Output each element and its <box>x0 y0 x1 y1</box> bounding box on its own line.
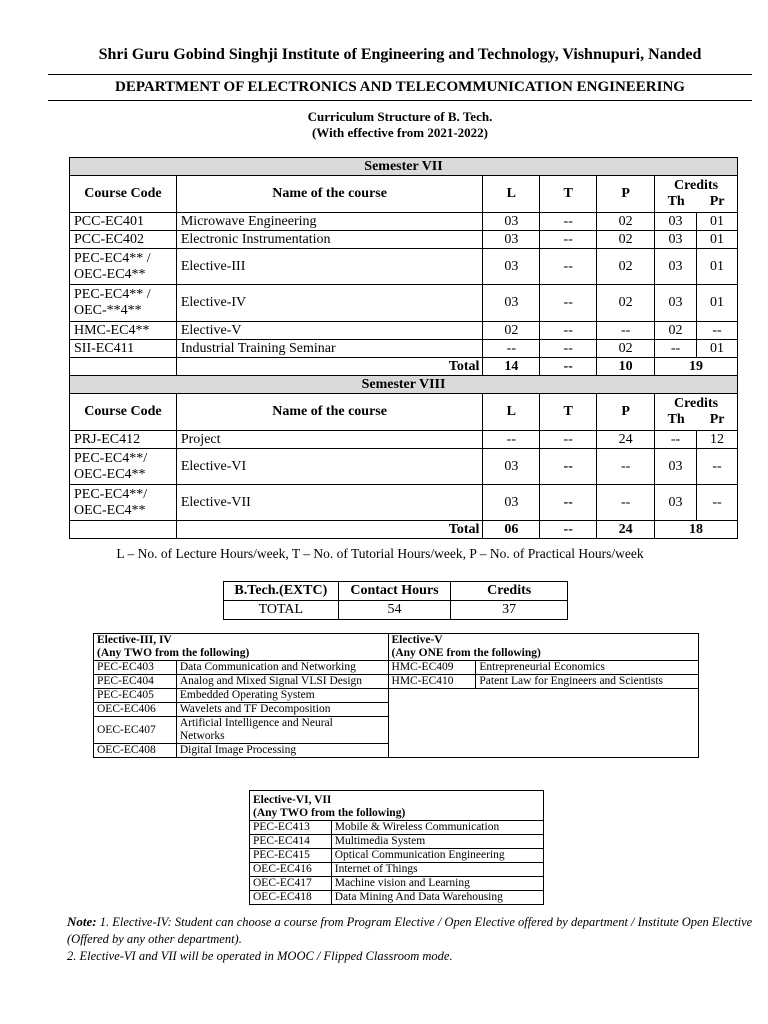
list-item <box>250 821 544 835</box>
elective-code: PEC-EC403 <box>94 661 177 675</box>
col-p: P <box>597 394 655 431</box>
credits-theory: -- <box>655 340 697 358</box>
elective-code: PEC-EC415 <box>250 849 332 863</box>
lecture-hours: 03 <box>483 213 540 231</box>
elective-6-7-title: Elective-VI, VII <box>253 794 332 806</box>
credits-practical: -- <box>697 449 738 485</box>
elective-name: Analog and Mixed Signal VLSI Design <box>176 675 388 689</box>
tutorial-hours: -- <box>540 231 597 249</box>
practical-hours: -- <box>597 449 655 485</box>
total-tutorial-hours: -- <box>540 521 597 539</box>
course-name: Elective-V <box>176 322 483 340</box>
tutorial-hours: -- <box>540 431 597 449</box>
note-2: 2. Elective-VI and VII will be operated in MOOC / Flipped Classroom mode. <box>67 949 453 963</box>
course-code-line: OEC-EC4** <box>74 466 146 482</box>
list-item <box>250 835 544 849</box>
table-row <box>70 449 738 485</box>
total-credits: 18 <box>655 521 738 539</box>
course-name: Project <box>176 431 483 449</box>
credits-theory: 02 <box>655 322 697 340</box>
curriculum-heading <box>0 109 768 141</box>
semester-vii-total-row <box>70 358 738 376</box>
col-l: L <box>483 394 540 431</box>
lecture-hours: 03 <box>483 231 540 249</box>
course-code-line: OEC-EC4** <box>74 266 146 282</box>
elective-5-header <box>388 634 698 661</box>
elective-name: Entrepreneurial Economics <box>476 661 699 675</box>
credits-theory: 03 <box>655 249 697 285</box>
credits-pr: Pr <box>709 194 725 209</box>
elective-name: Digital Image Processing <box>176 744 388 758</box>
col-course-code: Course Code <box>70 394 177 431</box>
table-row <box>70 485 738 521</box>
elective-code: HMC-EC409 <box>388 661 476 675</box>
credits-th: Th <box>667 194 685 209</box>
list-item <box>250 891 544 905</box>
elective-table-3-4-5 <box>93 633 699 758</box>
notes <box>67 913 757 965</box>
summary-credits-header: Credits <box>451 582 568 601</box>
credits-theory: 03 <box>655 285 697 322</box>
credits-practical: 01 <box>697 231 738 249</box>
department-title: DEPARTMENT OF ELECTRONICS AND TELECOMMUNICATION ENGINEERING <box>115 79 685 95</box>
credits-practical: 01 <box>697 340 738 358</box>
top-rule <box>48 74 752 75</box>
elective-name: Embedded Operating System <box>176 689 388 703</box>
tutorial-hours: -- <box>540 322 597 340</box>
total-tutorial-hours: -- <box>540 358 597 376</box>
lecture-hours: 03 <box>483 485 540 521</box>
table-row <box>70 231 738 249</box>
course-code-line: PEC-EC4** / <box>74 250 151 266</box>
list-item <box>94 661 699 675</box>
elective-header-row <box>250 791 544 821</box>
elective-code: OEC-EC418 <box>250 891 332 905</box>
course-name: Industrial Training Seminar <box>176 340 483 358</box>
course-code: HMC-EC4** <box>70 322 177 340</box>
elective-6-7-header <box>250 791 544 821</box>
summary-header-row <box>224 582 568 601</box>
elective-name: Mobile & Wireless Communication <box>331 821 543 835</box>
table-row <box>70 322 738 340</box>
credits-label: Credits <box>673 178 719 193</box>
credits-label: Credits <box>673 396 719 411</box>
table-row <box>70 249 738 285</box>
total-lecture-hours: 14 <box>483 358 540 376</box>
practical-hours: 02 <box>597 249 655 285</box>
elective-code: PEC-EC414 <box>250 835 332 849</box>
note-1: 1. Elective-IV: Student can choose a course from Program Elective / Open Elective offered by department / Institute Open Elective (Offered by any other department). <box>67 915 753 946</box>
curriculum-table <box>69 157 738 539</box>
total-lecture-hours: 06 <box>483 521 540 539</box>
course-code-line: PEC-EC4**/ <box>74 450 148 466</box>
list-item <box>94 675 699 689</box>
lecture-hours: -- <box>483 340 540 358</box>
course-code <box>70 249 177 285</box>
summary-total-row <box>224 601 568 620</box>
list-item <box>250 863 544 877</box>
course-name: Elective-VI <box>176 449 483 485</box>
elective-name: Wavelets and TF Decomposition <box>176 703 388 717</box>
summary-contact-hours-header: Contact Hours <box>338 582 451 601</box>
elective-5-subtitle: (Any ONE from the following) <box>391 647 541 659</box>
tutorial-hours: -- <box>540 249 597 285</box>
elective-3-4-title: Elective-III, IV <box>97 634 172 646</box>
list-item <box>94 689 699 703</box>
elective-code: OEC-EC406 <box>94 703 177 717</box>
credits-theory: -- <box>655 431 697 449</box>
elective-name: Internet of Things <box>331 863 543 877</box>
lecture-hours: -- <box>483 431 540 449</box>
elective-3-4-subtitle: (Any TWO from the following) <box>97 647 250 659</box>
elective-code: PEC-EC405 <box>94 689 177 703</box>
elective-table-6-7 <box>249 790 544 905</box>
total-credits: 19 <box>655 358 738 376</box>
course-code <box>70 285 177 322</box>
credits-th: Th <box>667 412 685 427</box>
col-course-name: Name of the course <box>176 394 483 431</box>
course-name: Microwave Engineering <box>176 213 483 231</box>
col-t: T <box>540 176 597 213</box>
elective-name: Data Mining And Data Warehousing <box>331 891 543 905</box>
column-header-row <box>70 394 738 431</box>
semester-vii-header-row <box>70 158 738 176</box>
curriculum-title: Curriculum Structure of B. Tech. <box>307 109 493 124</box>
note-label: Note: <box>67 914 97 929</box>
elective-name-line: Networks <box>179 730 225 742</box>
tutorial-hours: -- <box>540 285 597 322</box>
credits-theory: 03 <box>655 449 697 485</box>
elective-name: Patent Law for Engineers and Scientists <box>476 675 699 689</box>
curriculum-effective: (With effective from 2021-2022) <box>311 125 489 140</box>
institute-title: Shri Guru Gobind Singhji Institute of Engineering and Technology, Vishnupuri, Nanded <box>98 46 702 63</box>
col-t: T <box>540 394 597 431</box>
semester-viii-header-row <box>70 376 738 394</box>
elective-3-4-header <box>94 634 389 661</box>
lecture-hours: 02 <box>483 322 540 340</box>
table-row <box>70 285 738 322</box>
total-practical-hours: 24 <box>597 521 655 539</box>
elective-header-row <box>94 634 699 661</box>
practical-hours: 02 <box>597 213 655 231</box>
practical-hours: 02 <box>597 340 655 358</box>
bottom-rule <box>48 100 752 101</box>
course-code-line: OEC-**4** <box>74 303 142 318</box>
course-name: Electronic Instrumentation <box>176 231 483 249</box>
tutorial-hours: -- <box>540 213 597 231</box>
credits-pr: Pr <box>709 412 725 427</box>
column-header-row <box>70 176 738 213</box>
col-course-name: Name of the course <box>176 176 483 213</box>
practical-hours: 24 <box>597 431 655 449</box>
credits-theory: 03 <box>655 213 697 231</box>
course-name: Elective-VII <box>176 485 483 521</box>
course-code: PCC-EC402 <box>70 231 177 249</box>
elective-code: OEC-EC407 <box>94 717 177 744</box>
lecture-hours: 03 <box>483 249 540 285</box>
col-p: P <box>597 176 655 213</box>
lecture-hours: 03 <box>483 285 540 322</box>
elective-name: Multimedia System <box>331 835 543 849</box>
total-label: Total <box>176 358 483 376</box>
elective-code: OEC-EC417 <box>250 877 332 891</box>
list-item <box>250 849 544 863</box>
col-l: L <box>483 176 540 213</box>
elective-name-line: Artificial Intelligence and Neural <box>179 717 333 729</box>
credits-practical: 01 <box>697 213 738 231</box>
summary-program-header: B.Tech.(EXTC) <box>224 582 339 601</box>
summary-credits: 37 <box>451 601 568 620</box>
elective-6-7-subtitle: (Any TWO from the following) <box>253 807 406 819</box>
course-code-line: PEC-EC4**/ <box>74 486 148 502</box>
elective-name: Optical Communication Engineering <box>331 849 543 863</box>
practical-hours: 02 <box>597 231 655 249</box>
elective-name <box>176 717 388 744</box>
total-label: Total <box>176 521 483 539</box>
table-row <box>70 213 738 231</box>
col-credits <box>655 394 738 431</box>
course-code: PCC-EC401 <box>70 213 177 231</box>
semester-viii-total-row <box>70 521 738 539</box>
elective-code: OEC-EC408 <box>94 744 177 758</box>
total-practical-hours: 10 <box>597 358 655 376</box>
list-item <box>250 877 544 891</box>
practical-hours: 02 <box>597 285 655 322</box>
elective-code: PEC-EC413 <box>250 821 332 835</box>
elective-code: OEC-EC416 <box>250 863 332 877</box>
semester-vii-title: Semester VII <box>70 158 738 176</box>
credits-practical: 01 <box>697 285 738 322</box>
credits-theory: 03 <box>655 485 697 521</box>
course-name: Elective-IV <box>176 285 483 322</box>
course-name: Elective-III <box>176 249 483 285</box>
table-row <box>70 431 738 449</box>
elective-5-empty-area <box>388 689 698 758</box>
elective-5-title: Elective-V <box>391 634 443 646</box>
tutorial-hours: -- <box>540 485 597 521</box>
col-course-code: Course Code <box>70 176 177 213</box>
practical-hours: -- <box>597 322 655 340</box>
elective-code: HMC-EC410 <box>388 675 476 689</box>
course-code-line: PEC-EC4** / <box>74 287 151 302</box>
credits-practical: -- <box>697 485 738 521</box>
course-code: SII-EC411 <box>70 340 177 358</box>
practical-hours: -- <box>597 485 655 521</box>
course-code-line: OEC-EC4** <box>74 502 146 518</box>
credits-practical: 01 <box>697 249 738 285</box>
summary-total-label: TOTAL <box>224 601 339 620</box>
lecture-hours: 03 <box>483 449 540 485</box>
credits-theory: 03 <box>655 231 697 249</box>
elective-code: PEC-EC404 <box>94 675 177 689</box>
course-code <box>70 485 177 521</box>
course-code <box>70 449 177 485</box>
summary-table <box>223 581 568 620</box>
summary-contact-hours: 54 <box>338 601 451 620</box>
semester-viii-title: Semester VIII <box>70 376 738 394</box>
table-row <box>70 340 738 358</box>
tutorial-hours: -- <box>540 449 597 485</box>
elective-name: Machine vision and Learning <box>331 877 543 891</box>
hours-legend: L – No. of Lecture Hours/week, T – No. of Tutorial Hours/week, P – No. of Practical Hours/week <box>116 546 644 561</box>
col-credits <box>655 176 738 213</box>
elective-name: Data Communication and Networking <box>176 661 388 675</box>
tutorial-hours: -- <box>540 340 597 358</box>
credits-practical: -- <box>697 322 738 340</box>
credits-practical: 12 <box>697 431 738 449</box>
course-code: PRJ-EC412 <box>70 431 177 449</box>
